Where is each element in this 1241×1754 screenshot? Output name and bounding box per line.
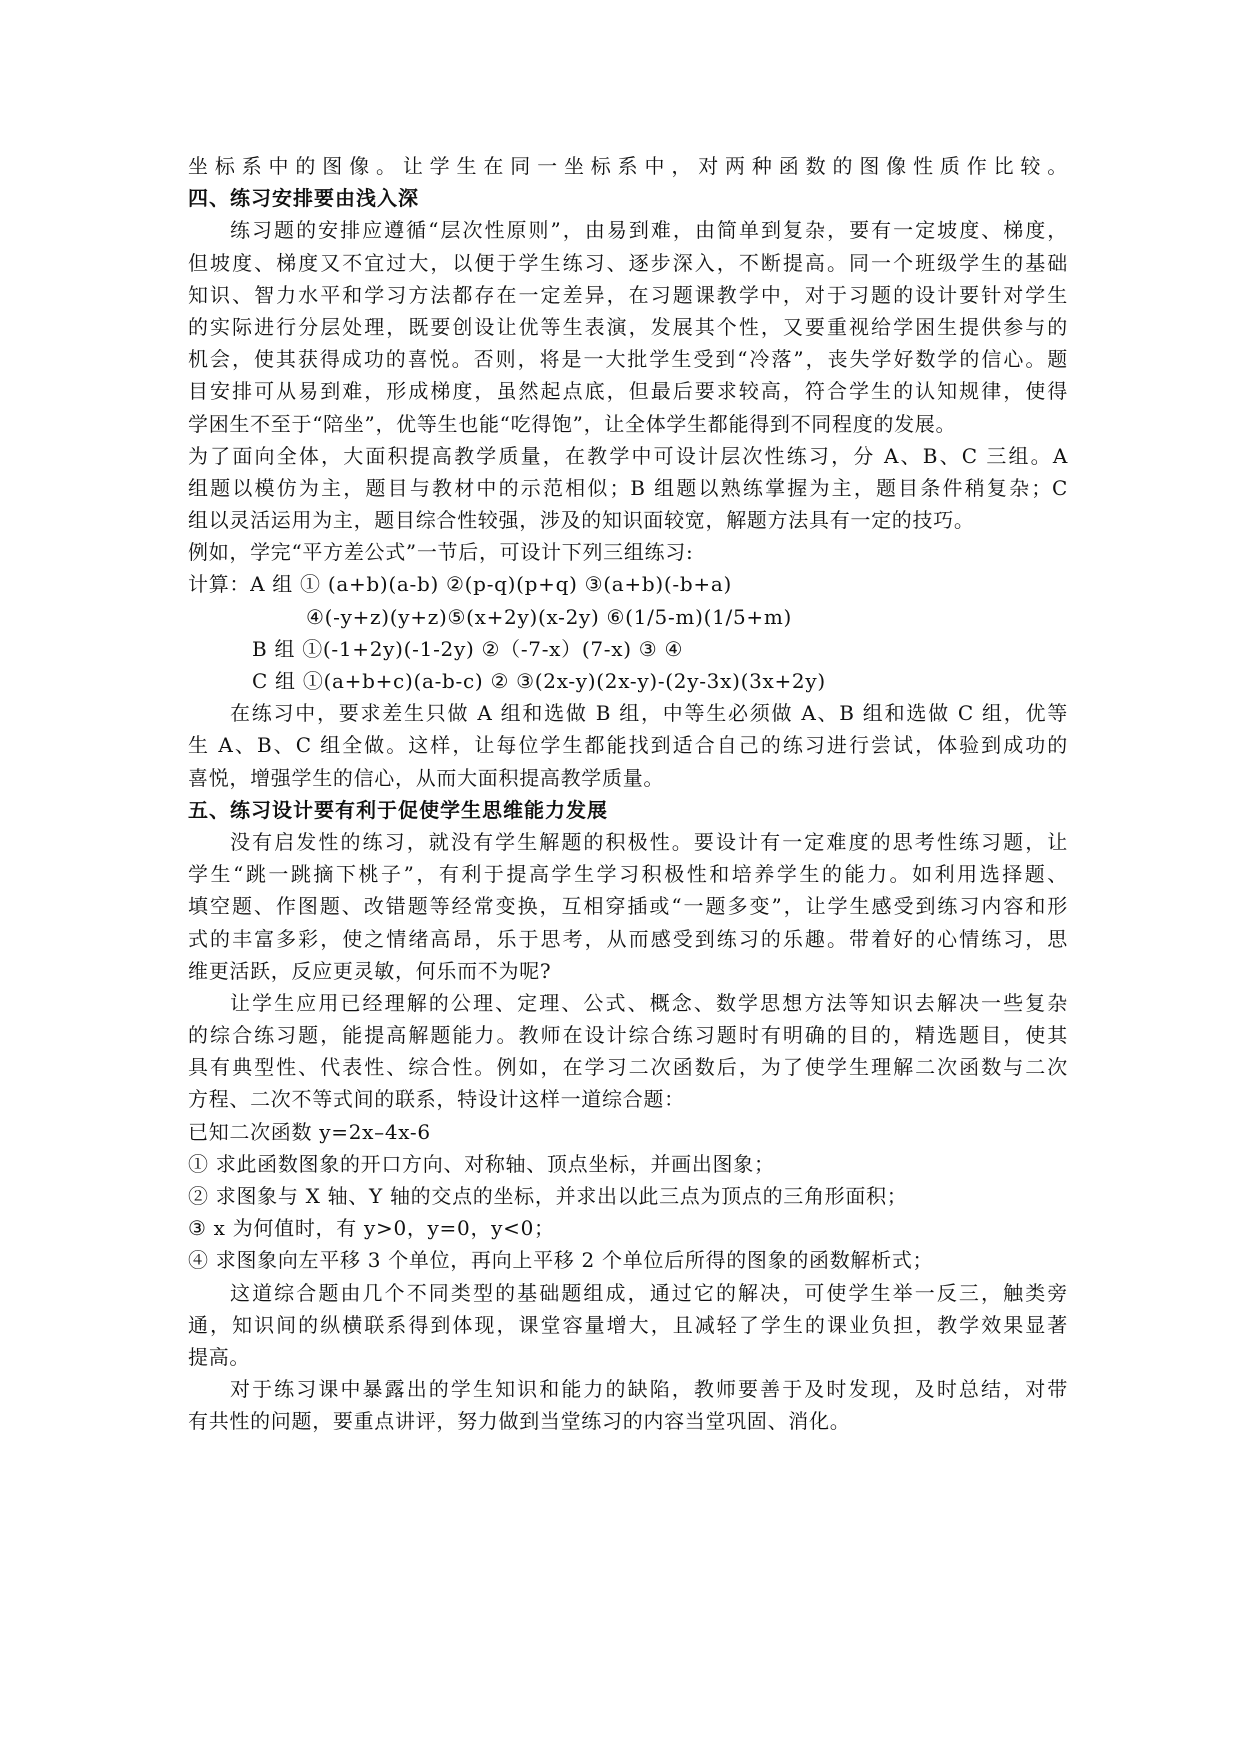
text-line: 有共性的问题，要重点讲评，努力做到当堂练习的内容当堂巩固、消化。: [188, 1409, 851, 1434]
text-line: 提高。: [188, 1344, 251, 1369]
text-line: 坐标系中的图像。让学生在同一坐标系中，对两种函数的图像性质作比较。: [188, 154, 1068, 178]
text-line: 目安排可从易到难，形成梯度，虽然起点底，但最后要求较高，符合学生的认知规律，使得: [188, 379, 1068, 404]
text-line: 没有启发性的练习，就没有学生解题的积极性。要设计有一定难度的思考性练习题，让: [230, 829, 1068, 854]
text-line: 式的丰富多彩，使之情绪高昂，乐于思考，从而感受到练习的乐趣。带着好的心情练习，思: [188, 926, 1068, 951]
text-line: 的实际进行分层处理，既要创设让优等生表演，发展其个性，又要重视给学困生提供参与的: [188, 314, 1068, 339]
text-line: 具有典型性、代表性、综合性。例如，在学习二次函数后，为了使学生理解二次函数与二次: [188, 1055, 1068, 1080]
text-line: 让学生应用已经理解的公理、定理、公式、概念、数学思想方法等知识去解决一些复杂: [230, 990, 1068, 1015]
text-line: 机会，使其获得成功的喜悦。否则，将是一大批学生受到“冷落”，丧失学好数学的信心。题: [188, 347, 1068, 372]
text-line: 这道综合题由几个不同类型的基础题组成，通过它的解决，可使学生举一反三，触类旁: [230, 1280, 1068, 1305]
exercise-line: C 组 ①(a+b+c)(a-b-c) ② ③(2x-y)(2x-y)-(2y-3x)(3x+2y): [252, 669, 826, 693]
question-line: ① 求此函数图象的开口方向、对称轴、顶点坐标，并画出图象；: [188, 1151, 775, 1176]
text-line: 为了面向全体，大面积提高教学质量，在教学中可设计层次性练习，分 A、B、C 三组。A: [188, 443, 1068, 468]
text-line: 组以灵活运用为主，题目综合性较强，涉及的知识面较宽，解题方法具有一定的技巧。: [188, 508, 975, 533]
text-line: 知识、智力水平和学习方法都存在一定差异，在习题课教学中，对于习题的设计要针对学生: [188, 282, 1068, 307]
exercise-line: 计算：A 组 ① (a+b)(a-b) ②(p-q)(p+q) ③(a+b)(-b+a): [188, 572, 732, 597]
section-heading: 五、练习设计要有利于促使学生思维能力发展: [188, 797, 608, 822]
text-line: 通，知识间的纵横联系得到体现，课堂容量增大，且减轻了学生的课业负担，教学效果显著: [188, 1312, 1068, 1337]
question-line: ④ 求图象向左平移 3 个单位，再向上平移 2 个单位后所得的图象的函数解析式；: [188, 1248, 934, 1273]
text-line: 喜悦，增强学生的信心，从而大面积提高教学质量。: [188, 765, 665, 790]
section-heading: 四、练习安排要由浅入深: [188, 186, 419, 211]
text-line: 的综合练习题，能提高解题能力。教师在设计综合练习题时有明确的目的，精选题目，使其: [188, 1023, 1068, 1048]
exercise-line: ④(-y+z)(y+z)⑤(x+2y)(x-2y) ⑥(1/5-m)(1/5+m): [306, 604, 793, 629]
text-line: 但坡度、梯度又不宜过大，以便于学生练习、逐步深入，不断提高。同一个班级学生的基础: [188, 250, 1068, 275]
text-line: 组题以模仿为主，题目与教材中的示范相似；B 组题以熟练掌握为主，题目条件稍复杂；C: [188, 475, 1068, 500]
question-line: ③ x 为何值时，有 y>0，y=0，y<0；: [188, 1216, 555, 1241]
document-page: [188, 150, 1068, 1438]
text-line: 填空题、作图题、改错题等经常变换，互相穿插或“一题多变”，让学生感受到练习内容和形: [188, 894, 1068, 919]
text-line: 练习题的安排应遵循“层次性原则”，由易到难，由简单到复杂，要有一定坡度、梯度，: [230, 218, 1068, 243]
text-line: 例如，学完“平方差公式”一节后，可设计下列三组练习:: [188, 540, 694, 565]
text-line: 对于练习课中暴露出的学生知识和能力的缺陷，教师要善于及时发现，及时总结，对带: [230, 1377, 1068, 1402]
text-line: 已知二次函数 y=2x–4x-6: [188, 1119, 431, 1144]
text-line: 学生“跳一跳摘下桃子”，有利于提高学生学习积极性和培养学生的能力。如利用选择题、: [188, 862, 1068, 887]
text-line: 方程、二次不等式间的联系，特设计这样一道综合题：: [188, 1087, 685, 1112]
text-line: 生 A、B、C 组全做。这样，让每位学生都能找到适合自己的练习进行尝试，体验到成功的: [188, 733, 1068, 758]
text-line: 维更活跃，反应更灵敏，何乐而不为呢?: [188, 958, 552, 983]
text-line: 在练习中，要求差生只做 A 组和选做 B 组，中等生必须做 A、B 组和选做 C 组，优等: [230, 701, 1068, 726]
exercise-line: B 组 ①(-1+2y)(-1-2y) ②（-7-x）(7-x) ③ ④: [252, 636, 684, 661]
text-line: 学困生不至于“陪坐”，优等生也能“吃得饱”，让全体学生都能得到不同程度的发展。: [188, 411, 957, 436]
question-line: ② 求图象与 X 轴、Y 轴的交点的坐标，并求出以此三点为顶点的三角形面积；: [188, 1184, 908, 1208]
